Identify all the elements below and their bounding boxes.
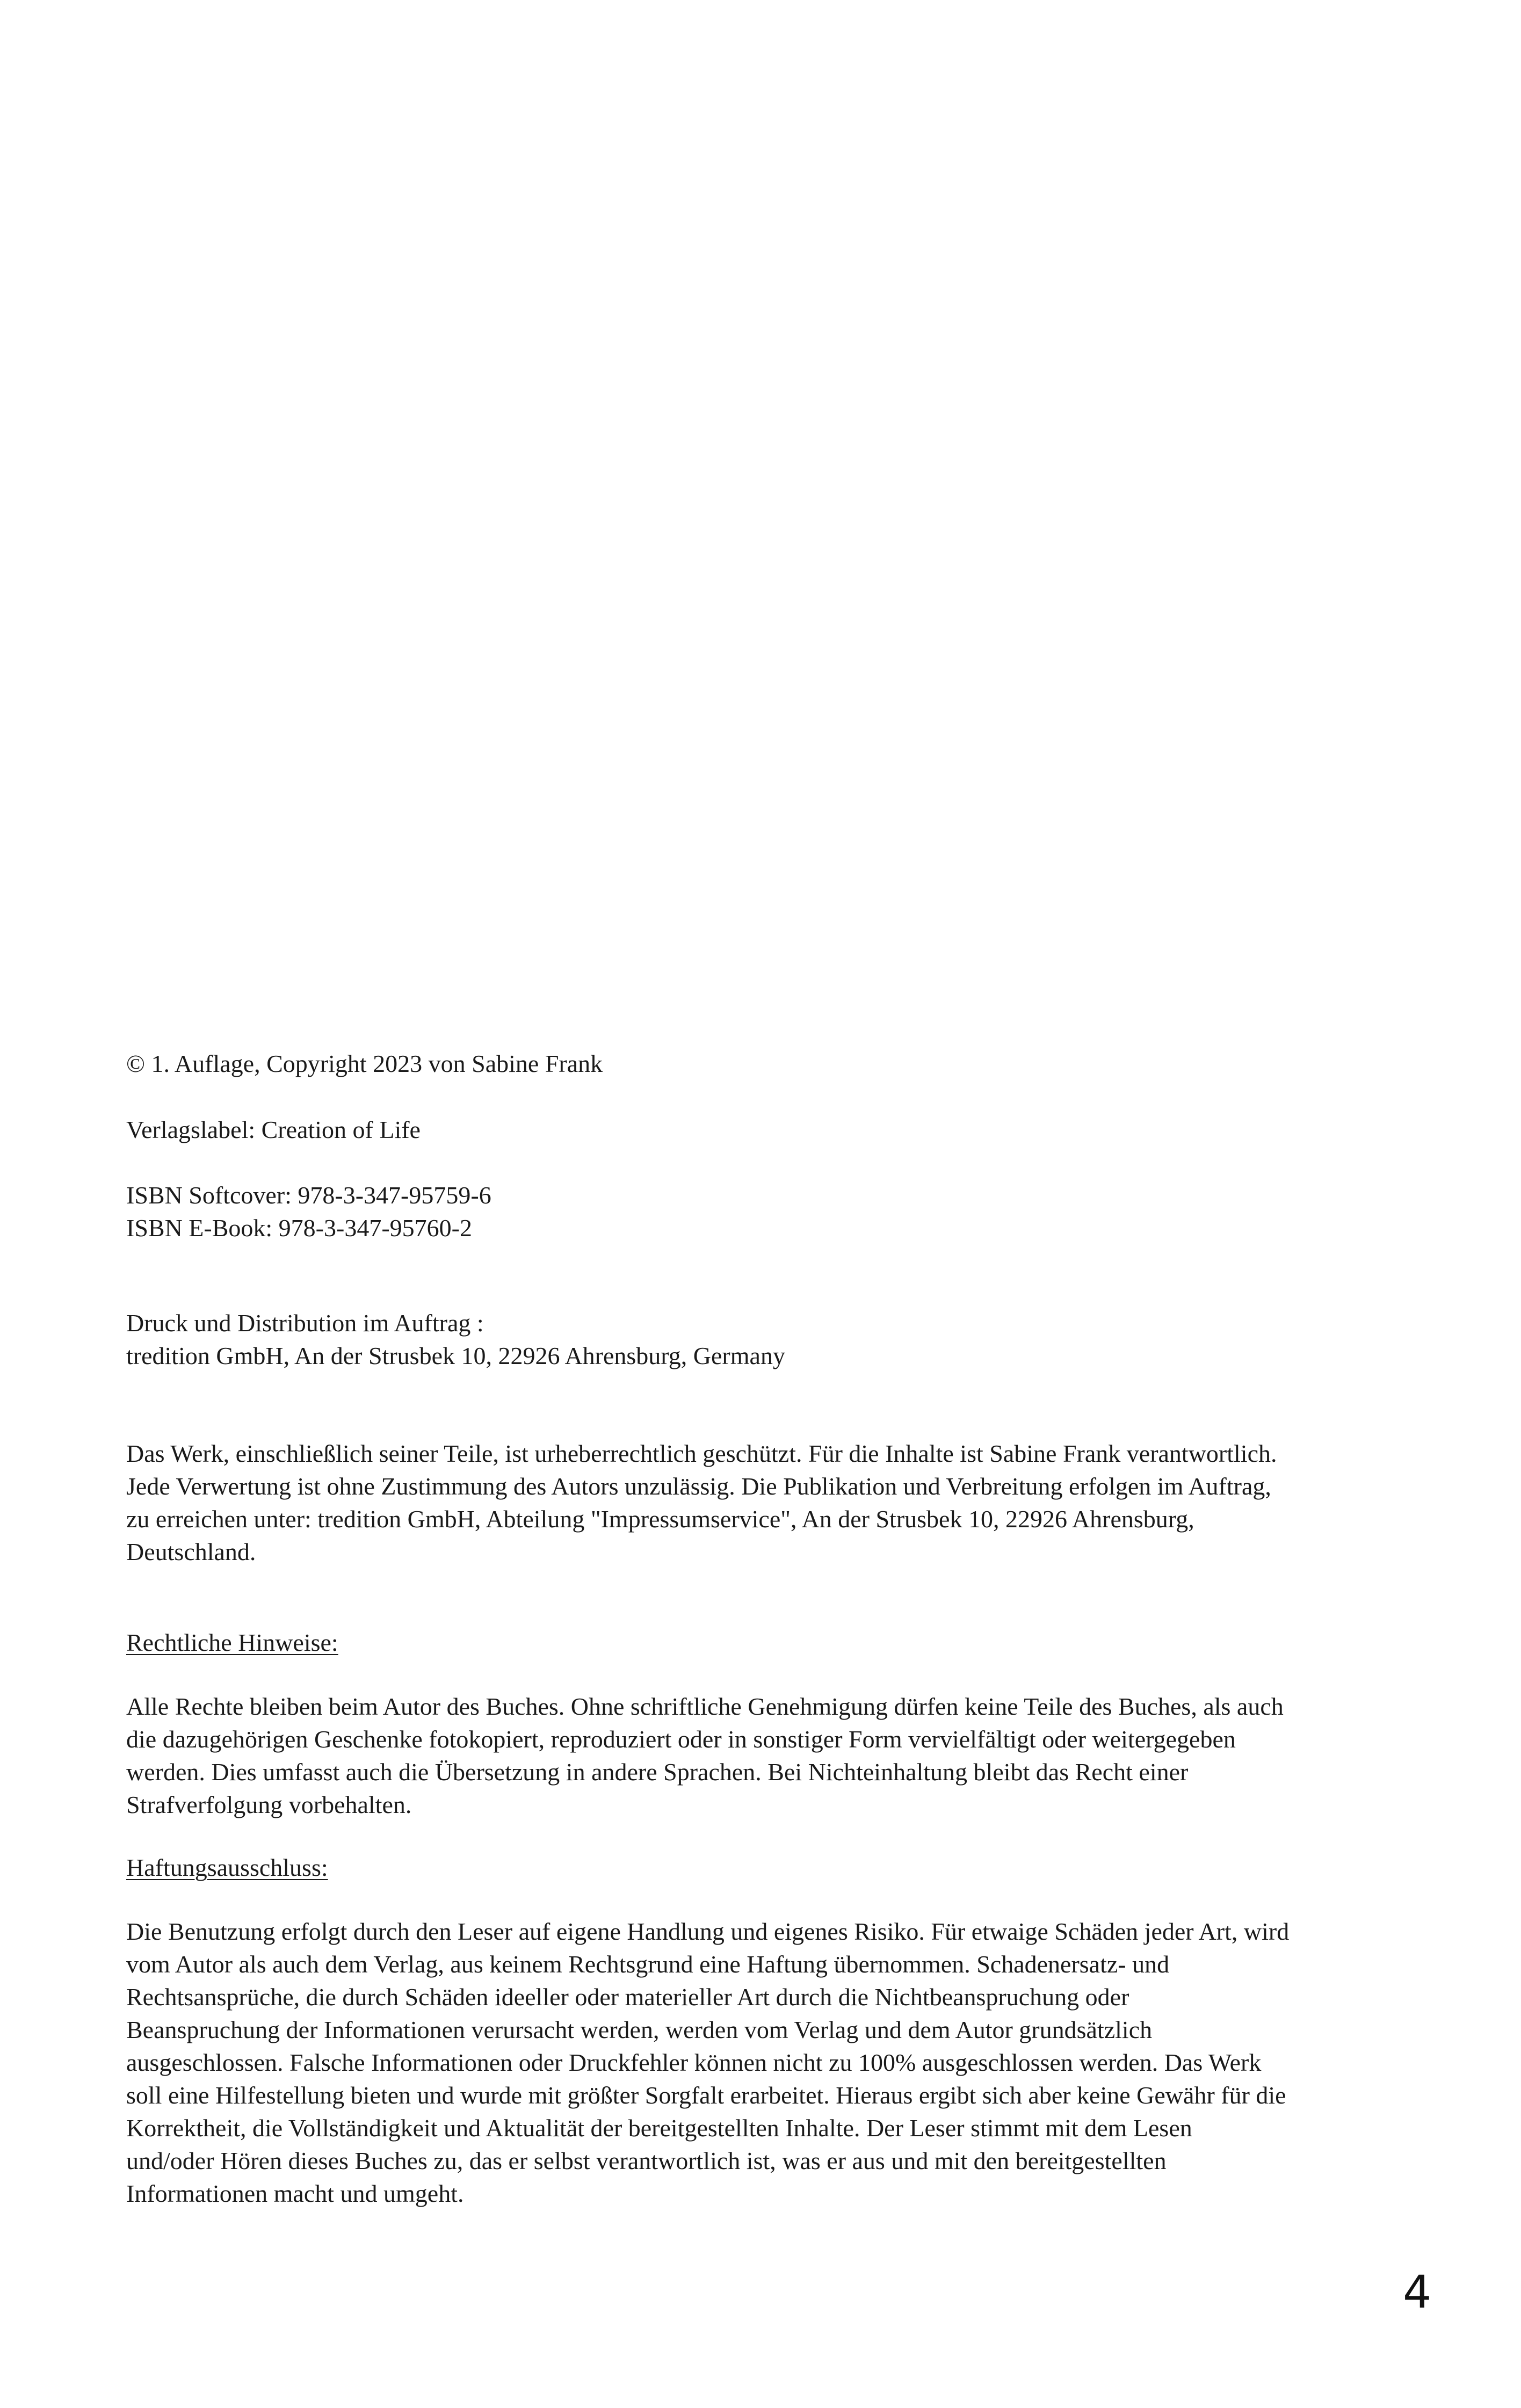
- paragraph-line: soll eine Hilfestellung bieten und wurde mit größter Sorgfalt erarbeitet. Hieraus ergibt sich aber keine Gewähr für die: [126, 2081, 1286, 2109]
- copyright-text: © 1. Auflage, Copyright 2023 von Sabine Frank: [126, 1050, 603, 1077]
- legal-heading: Rechtliche Hinweise:: [126, 1629, 338, 1656]
- paragraph-line: zu erreichen unter: tredition GmbH, Abteilung "Impressumservice", An der Strusbek 10, 22926 Ahrensburg,: [126, 1505, 1194, 1533]
- print-distribution-line-1: Druck und Distribution im Auftrag :: [126, 1309, 484, 1337]
- print-distribution: [126, 1307, 1437, 1372]
- paragraph-line: Die Benutzung erfolgt durch den Leser auf eigene Handlung und eigenes Risiko. Für etwaige Schäden jeder Art, wird: [126, 1918, 1290, 1945]
- paragraph-line: Deutschland.: [126, 1538, 256, 1565]
- paragraph-line: Alle Rechte bleiben beim Autor des Buches. Ohne schriftliche Genehmigung dürfen keine Teile des Buches, als auch: [126, 1693, 1284, 1720]
- isbn-ebook: ISBN E-Book: 978-3-347-95760-2: [126, 1214, 472, 1242]
- paragraph-line: Beanspruchung der Informationen verursacht werden, werden vom Verlag und dem Autor grundsätzlich: [126, 2016, 1153, 2043]
- disclaimer-paragraph: [126, 1915, 1437, 2210]
- copyright-line: [126, 1047, 1437, 1080]
- legal-paragraph: [126, 1690, 1437, 1821]
- disclaimer-heading-block: [126, 1851, 1437, 1884]
- publisher-label-text: Verlagslabel: Creation of Life: [126, 1116, 421, 1143]
- paragraph-line: Das Werk, einschließlich seiner Teile, ist urheberrechtlich geschützt. Für die Inhalte ist Sabine Frank verantwortlich.: [126, 1440, 1277, 1467]
- paragraph-line: die dazugehörigen Geschenke fotokopiert, reproduziert oder in sonstiger Form vervielfältigt oder weitergegeben: [126, 1725, 1236, 1753]
- paragraph-line: Jede Verwertung ist ohne Zustimmung des Autors unzulässig. Die Publikation und Verbreitung erfolgen im Auftrag,: [126, 1473, 1271, 1500]
- paragraph-line: werden. Dies umfasst auch die Übersetzung in andere Sprachen. Bei Nichteinhaltung bleibt das Recht einer: [126, 1758, 1189, 1786]
- paragraph-line: Strafverfolgung vorbehalten.: [126, 1791, 412, 1818]
- paragraph-line: Rechtsansprüche, die durch Schäden ideeller oder materieller Art durch die Nichtbeanspruchung oder: [126, 1983, 1129, 2011]
- disclaimer-heading: Haftungsausschluss:: [126, 1854, 328, 1881]
- paragraph-line: ausgeschlossen. Falsche Informationen oder Druckfehler können nicht zu 100% ausgeschlossen werden. Das Werk: [126, 2049, 1262, 2076]
- legal-heading-block: [126, 1626, 1437, 1659]
- isbn-block: [126, 1179, 1437, 1244]
- paragraph-line: Korrektheit, die Vollständigkeit und Aktualität der bereitgestellten Inhalte. Der Leser stimmt mit dem Lesen: [126, 2114, 1192, 2142]
- print-distribution-line-2: tredition GmbH, An der Strusbek 10, 22926 Ahrensburg, Germany: [126, 1342, 785, 1369]
- paragraph-line: vom Autor als auch dem Verlag, aus keinem Rechtsgrund eine Haftung übernommen. Schadenersatz- und: [126, 1950, 1170, 1978]
- paragraph-line: Informationen macht und umgeht.: [126, 2180, 464, 2207]
- paragraph-line: und/oder Hören dieses Buches zu, das er selbst verantwortlich ist, was er aus und mit den bereitgestellten: [126, 2147, 1167, 2174]
- page-number: 4: [1403, 2266, 1432, 2318]
- copyright-notice-paragraph: [126, 1437, 1437, 1568]
- publisher-label: [126, 1113, 1437, 1146]
- isbn-softcover: ISBN Softcover: 978-3-347-95759-6: [126, 1181, 491, 1209]
